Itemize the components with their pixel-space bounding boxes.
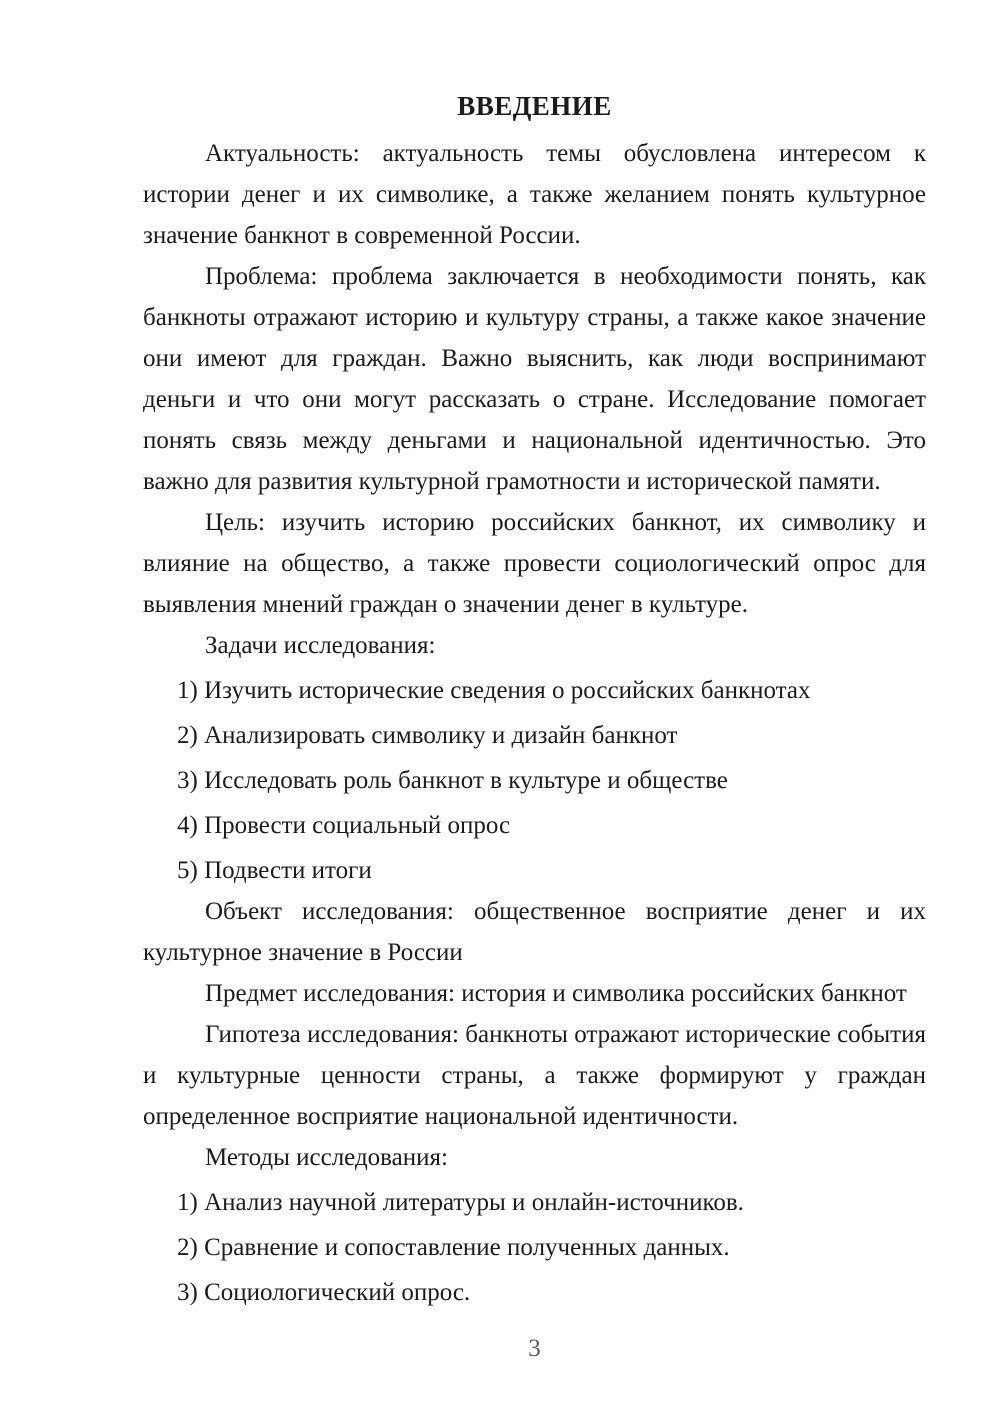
page-number: 3 bbox=[528, 1335, 541, 1362]
page-title: ВВЕДЕНИЕ bbox=[457, 91, 612, 121]
task-item-5: 5) Подвести итоги bbox=[177, 857, 372, 884]
methods-heading: Методы исследования: bbox=[205, 1144, 448, 1171]
method-item-1: 1) Анализ научной литературы и онлайн-источников. bbox=[177, 1189, 744, 1216]
paragraph-object: Объект исследования: общественное восприятие денег и их культурное значение в России bbox=[143, 898, 926, 966]
method-item-2: 2) Сравнение и сопоставление полученных данных. bbox=[177, 1234, 730, 1261]
task-item-4: 4) Провести социальный опрос bbox=[177, 812, 511, 839]
paragraph-hypothesis: Гипотеза исследования: банкноты отражают исторические события и культурные ценности страны, а также формируют у граждан определенное восприятие национальной идентичности. bbox=[143, 1021, 926, 1130]
task-item-3: 3) Исследовать роль банкнот в культуре и обществе bbox=[177, 767, 728, 794]
paragraph-goal: Цель: изучить историю российских банкнот, их символику и влияние на общество, а также провести социологический опрос для выявления мнений граждан о значении денег в культуре. bbox=[143, 509, 926, 618]
task-item-2: 2) Анализировать символику и дизайн банкнот bbox=[177, 722, 678, 749]
task-item-1: 1) Изучить исторические сведения о российских банкнотах bbox=[177, 677, 811, 704]
tasks-heading: Задачи исследования: bbox=[205, 632, 436, 659]
paragraph-problem: Проблема: проблема заключается в необходимости понять, как банкноты отражают историю и культуру страны, а также какое значение они имеют для граждан. Важно выяснить, как люди воспринимают деньги и что они могут рассказать о стране. Исследование помогает понять связь между деньгами и национальной идентичностью. Это важно для развития культурной грамотности и исторической памяти. bbox=[143, 263, 926, 495]
paragraph-subject: Предмет исследования: история и символика российских банкнот bbox=[205, 980, 907, 1007]
paragraph-relevance: Актуальность: актуальность темы обусловлена интересом к истории денег и их символике, а также желанием понять культурное значение банкнот в современной России. bbox=[143, 140, 926, 249]
method-item-3: 3) Социологический опрос. bbox=[177, 1279, 471, 1306]
